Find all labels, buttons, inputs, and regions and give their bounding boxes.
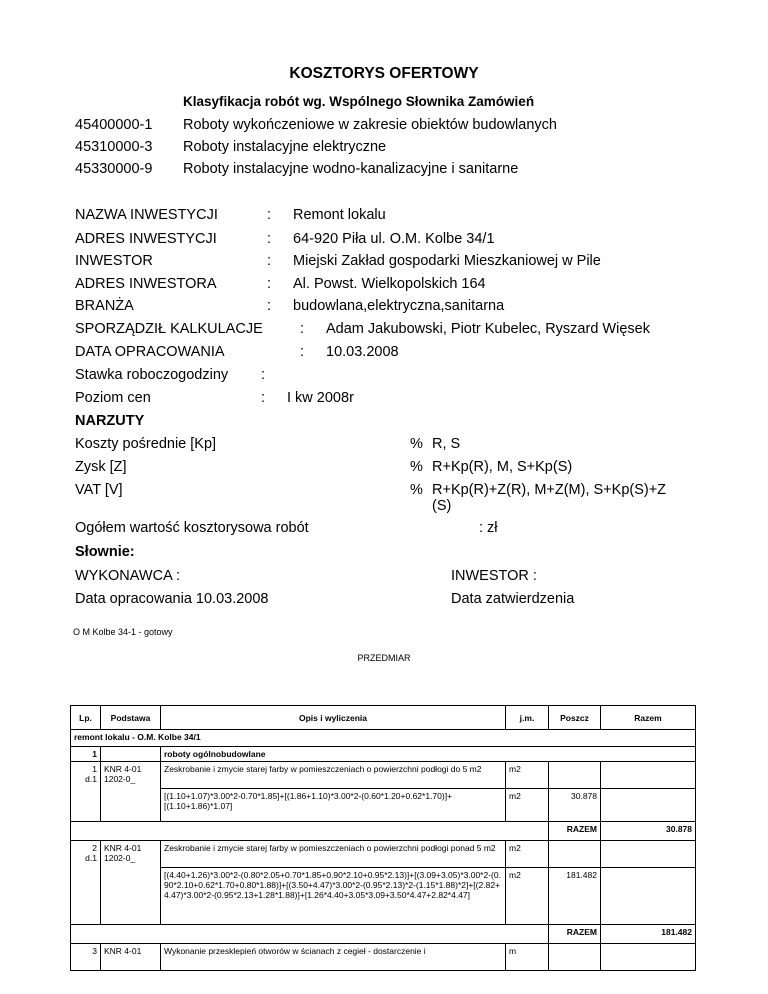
- info-label-data-opracowania: DATA OPRACOWANIA: [75, 344, 225, 360]
- info-value-nazwa: Remont lokalu: [293, 207, 386, 223]
- group-number: 1: [71, 747, 101, 762]
- col-header-razem: Razem: [601, 706, 696, 730]
- section-title: remont lokalu - O.M. Kolbe 34/1: [71, 730, 696, 747]
- narzut-pct-vat: %: [410, 482, 423, 498]
- total-label: Ogółem wartość kosztorysowa robót: [75, 520, 309, 536]
- info-colon: :: [300, 344, 305, 360]
- table-row: [71, 762, 696, 789]
- item-calc-jm: m2: [506, 868, 549, 925]
- razem-value: 30.878: [601, 822, 696, 841]
- data-zatwierdzenia-sign: Data zatwierdzenia: [451, 591, 575, 607]
- item-opis: Zeskrobanie i zmycie starej farby w pomieszczeniach o powierzchni podłogi do 5 m2: [161, 762, 506, 789]
- document-subtitle: Klasyfikacja robót wg. Wspólnego Słownika Zamówień: [183, 94, 535, 109]
- col-header-lp: Lp.: [71, 706, 101, 730]
- col-header-jm: j.m.: [506, 706, 549, 730]
- item-jm: m: [506, 944, 549, 971]
- file-footer: O M Kolbe 34-1 - gotowy: [73, 627, 173, 637]
- info-colon: :: [267, 253, 272, 269]
- section-row: [71, 730, 696, 747]
- empty-cell: [601, 868, 696, 925]
- item-lp: 3: [71, 944, 101, 971]
- empty-cell: [549, 762, 601, 789]
- item-calc: [(1.10+1.07)*3.00*2-0.70*1.85]+[(1.86+1.10)*3.00*2-(0.60*1.20+0.62*1.70)]+[(1.10+1.86)*1.07]: [161, 789, 506, 822]
- info-label-adres-inwestora: ADRES INWESTORA: [75, 276, 217, 292]
- item-calc: [(4.40+1.26)*3.00*2-(0.80*2.05+0.70*1.85+0.90*2.10+0.95*2.13)]+[(3.09+3.05)*3.00*2-(0.90*2.10+0.62*1.70+0.80*1.88)]+[(3.50+4.47)*3.00*2-(0.95*2.13)*2-(1.15*1.88)*2]+[(2.82+4.47)*3.00*2-(0.95*2.13+1.28*1.88)]+[1.26*4.40+3.05*3.09+3.50*4.47+2.82*4.47]: [161, 868, 506, 925]
- razem-row: [71, 822, 696, 841]
- info-value-poziom-cen: I kw 2008r: [287, 390, 354, 406]
- info-colon: :: [267, 276, 272, 292]
- col-header-opis: Opis i wyliczenia: [161, 706, 506, 730]
- narzut-label-kp: Koszty pośrednie [Kp]: [75, 436, 217, 452]
- narzut-base-kp: R, S: [432, 436, 461, 452]
- table-row-calc: [71, 789, 696, 822]
- info-value-sporzadzil: Adam Jakubowski, Piotr Kubelec, Ryszard Więsek: [326, 321, 650, 337]
- empty-cell: [101, 747, 161, 762]
- inwestor-label: INWESTOR :: [451, 568, 537, 584]
- item-opis: Wykonanie przesklepień otworów w ścianach z cegieł - dostarczenie i: [161, 944, 506, 971]
- cpv-code-2: 45310000-3: [75, 139, 153, 155]
- info-colon: :: [267, 207, 272, 223]
- narzuty-heading: NARZUTY: [75, 413, 145, 429]
- narzut-label-zysk: Zysk [Z]: [75, 459, 127, 475]
- info-label-nazwa: NAZWA INWESTYCJI: [75, 207, 218, 223]
- cpv-desc-3: Roboty instalacyjne wodno-kanalizacyjne i sanitarne: [183, 161, 519, 177]
- info-label-sporzadzil: SPORZĄDZIŁ KALKULACJE: [75, 321, 263, 337]
- item-podstawa: KNR 4-01 1202-0_: [101, 841, 161, 925]
- razem-row: [71, 925, 696, 944]
- group-name: roboty ogólnobudowlane: [161, 747, 696, 762]
- info-value-adres-inwestycji: 64-920 Piła ul. O.M. Kolbe 34/1: [293, 231, 495, 247]
- item-calc-jm: m2: [506, 789, 549, 822]
- empty-cell: [549, 944, 601, 971]
- group-row: [71, 747, 696, 762]
- przedmiar-table: [70, 705, 696, 971]
- item-jm: m2: [506, 841, 549, 868]
- col-header-podstawa: Podstawa: [101, 706, 161, 730]
- col-header-poszcz: Poszcz: [549, 706, 601, 730]
- info-label-stawka: Stawka roboczogodziny: [75, 367, 229, 383]
- cpv-code-3: 45330000-9: [75, 161, 153, 177]
- item-opis: Zeskrobanie i zmycie starej farby w pomieszczeniach o powierzchni podłogi ponad 5 m2: [161, 841, 506, 868]
- cpv-code-1: 45400000-1: [75, 117, 153, 133]
- info-value-inwestor: Miejski Zakład gospodarki Mieszkaniowej w Pile: [293, 253, 601, 269]
- narzut-base-zysk: R+Kp(R), M, S+Kp(S): [432, 459, 573, 475]
- info-colon: :: [267, 231, 272, 247]
- empty-cell: [549, 841, 601, 868]
- item-lp: 1 d.1: [71, 762, 101, 822]
- item-podstawa: KNR 4-01 1202-0_: [101, 762, 161, 822]
- info-label-branza: BRANŻA: [75, 298, 134, 314]
- narzut-pct-zysk: %: [410, 459, 423, 475]
- narzut-base-vat: R+Kp(R)+Z(R), M+Z(M), S+Kp(S)+Z: [432, 482, 667, 498]
- info-colon: :: [261, 390, 266, 406]
- razem-label: RAZEM: [549, 925, 601, 944]
- info-label-inwestor: INWESTOR: [75, 253, 153, 269]
- empty-cell: [601, 841, 696, 868]
- info-colon: :: [267, 298, 272, 314]
- info-colon: :: [300, 321, 305, 337]
- table-row: [71, 944, 696, 971]
- total-value: : zł: [479, 520, 498, 536]
- item-poszcz: 30.878: [549, 789, 601, 822]
- info-value-adres-inwestora: Al. Powst. Wielkopolskich 164: [293, 276, 486, 292]
- empty-cell: [601, 944, 696, 971]
- table-row: [71, 841, 696, 868]
- info-value-branza: budowlana,elektryczna,sanitarna: [293, 298, 505, 314]
- narzut-base-vat-cont: (S): [432, 498, 452, 514]
- item-podstawa: KNR 4-01: [101, 944, 161, 971]
- item-poszcz: 181.482: [549, 868, 601, 925]
- empty-cell: [601, 789, 696, 822]
- info-value-data-opracowania: 10.03.2008: [326, 344, 399, 360]
- narzut-pct-kp: %: [410, 436, 423, 452]
- info-label-adres-inwestycji: ADRES INWESTYCJI: [75, 231, 217, 247]
- empty-cell: [71, 925, 549, 944]
- razem-value: 181.482: [601, 925, 696, 944]
- table-row-calc: [71, 868, 696, 925]
- data-opracowania-sign: Data opracowania 10.03.2008: [75, 591, 269, 607]
- item-jm: m2: [506, 762, 549, 789]
- narzut-label-vat: VAT [V]: [75, 482, 123, 498]
- document-title: KOSZTORYS OFERTOWY: [289, 65, 479, 82]
- cpv-desc-1: Roboty wykończeniowe w zakresie obiektów budowlanych: [183, 117, 557, 133]
- table-header-row: [71, 706, 696, 730]
- empty-cell: [71, 822, 549, 841]
- wykonawca-label: WYKONAWCA :: [75, 568, 180, 584]
- slownie-label: Słownie:: [75, 544, 135, 560]
- razem-label: RAZEM: [549, 822, 601, 841]
- item-lp: 2 d.1: [71, 841, 101, 925]
- cpv-desc-2: Roboty instalacyjne elektryczne: [183, 139, 387, 155]
- empty-cell: [601, 762, 696, 789]
- przedmiar-title: PRZEDMIAR: [357, 653, 411, 663]
- info-colon: :: [261, 367, 266, 383]
- info-label-poziom-cen: Poziom cen: [75, 390, 151, 406]
